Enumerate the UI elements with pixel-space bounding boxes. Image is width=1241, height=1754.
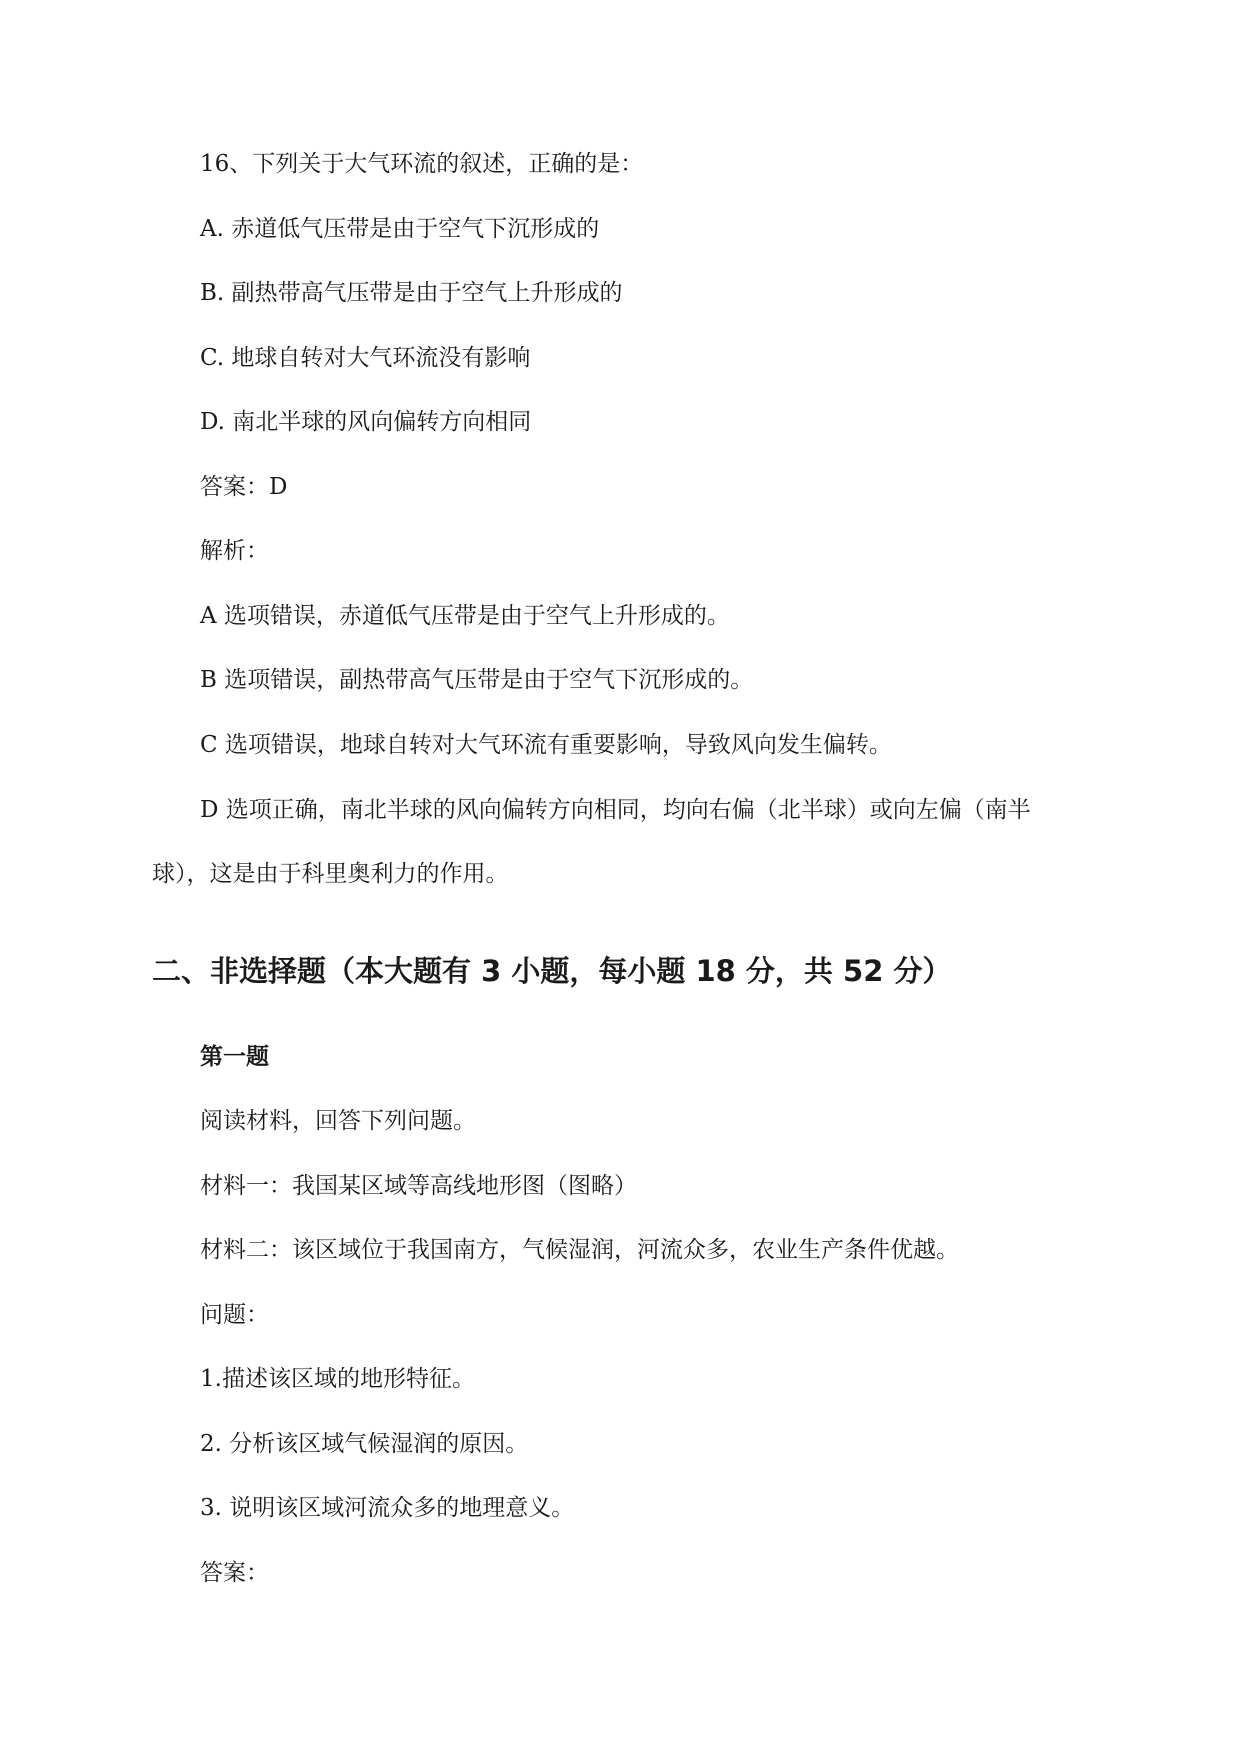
question-item-1: 1.描述该区域的地形特征。: [200, 1366, 475, 1392]
material-two: 材料二：该区域位于我国南方，气候湿润，河流众多，农业生产条件优越。: [200, 1237, 959, 1263]
question-1-title: 第一题: [200, 1044, 269, 1070]
option-b: B. 副热带高气压带是由于空气上升形成的: [200, 280, 623, 306]
material-one: 材料一：我国某区域等高线地形图（图略）: [200, 1173, 637, 1199]
analysis-a: A 选项错误，赤道低气压带是由于空气上升形成的。: [200, 603, 730, 629]
answer-label: 答案：: [200, 1560, 269, 1586]
option-a: A. 赤道低气压带是由于空气下沉形成的: [200, 216, 600, 242]
analysis-b: B 选项错误，副热带高气压带是由于空气下沉形成的。: [200, 667, 754, 693]
instruction-line: 阅读材料，回答下列问题。: [200, 1108, 476, 1134]
question-stem: 16、下列关于大气环流的叙述，正确的是：: [200, 151, 644, 177]
analysis-d-line2: 球），这是由于科里奥利力的作用。: [152, 861, 509, 887]
analysis-label: 解析：: [200, 538, 269, 564]
answer: 答案：D: [200, 474, 288, 500]
question-item-2: 2. 分析该区域气候湿润的原因。: [200, 1431, 529, 1457]
questions-label: 问题：: [200, 1302, 269, 1328]
option-c: C. 地球自转对大气环流没有影响: [200, 345, 531, 371]
analysis-d-line1: D 选项正确，南北半球的风向偏转方向相同，均向右偏（北半球）或向左偏（南半: [200, 797, 1031, 823]
question-item-3: 3. 说明该区域河流众多的地理意义。: [200, 1495, 575, 1521]
option-d: D. 南北半球的风向偏转方向相同: [200, 409, 532, 435]
analysis-c: C 选项错误，地球自转对大气环流有重要影响，导致风向发生偏转。: [200, 732, 892, 758]
section-heading: 二、非选择题（本大题有 3 小题，每小题 18 分，共 52 分）: [152, 954, 952, 988]
